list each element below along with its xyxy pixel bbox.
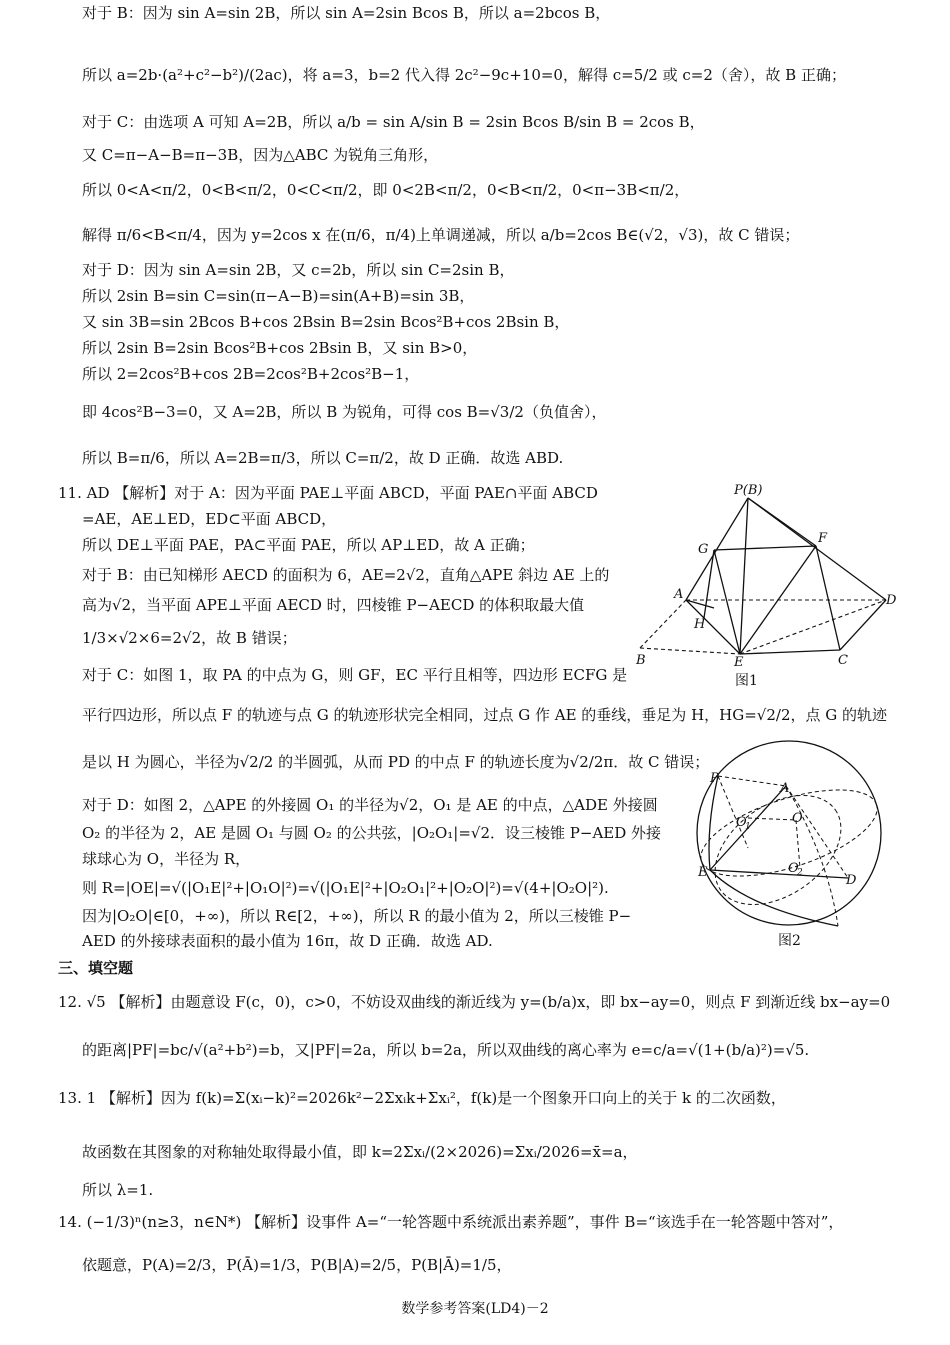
text-line: 对于 D：如图 2，△APE 的外接圆 O₁ 的半径为√2，O₁ 是 AE 的中点，△ADE 外接圆 [82, 796, 658, 814]
text-line: 依题意，P(A)=2/3，P(Ā)=1/3，P(B|A)=2/5，P(B|Ā)=1/5， [82, 1256, 512, 1274]
fig2-label-O2: O [788, 861, 799, 876]
text-line: O₂ 的半径为 2，AE 是圆 O₁ 与圆 O₂ 的公共弦，|O₂O₁|=√2．设三棱锥 P−AED 外接 [82, 824, 662, 842]
text-line: =AE，AE⊥ED，ED⊂平面 ABCD， [82, 510, 337, 528]
text-line: 对于 C：由选项 A 可知 A=2B，所以 a/b = sin A/sin B = 2sin Bcos B/sin B = 2cos B， [82, 113, 705, 131]
fig2-label-O1: O [736, 815, 747, 830]
figure-1-pyramid [630, 478, 900, 688]
text-line: 则 R=|OE|=√(|O₁E|²+|O₁O|²)=√(|O₁E|²+|O₂O₁|²+|O₂O|²)=√(4+|O₂O|²). [82, 879, 609, 897]
section-heading: 三、填空题 [58, 959, 134, 977]
text-line: 所以 λ=1. [82, 1181, 154, 1199]
text-line: 所以 B=π/6，所以 A=2B=π/3，所以 C=π/2，故 D 正确．故选 ABD. [82, 449, 564, 467]
fig2-sub-2: 2 [797, 868, 803, 878]
text-line: 13. 1 【解析】因为 f(k)=Σ(xᵢ−k)²=2026k²−2Σxᵢk+Σxᵢ²，f(k)是一个图象开口向上的关于 k 的二次函数， [58, 1089, 786, 1107]
text-line: 所以 2sin B=2sin Bcos²B+cos 2Bsin B，又 sin B>0， [82, 339, 478, 357]
text-line: 球球心为 O，半径为 R， [82, 850, 251, 868]
text-line: 对于 B：因为 sin A=sin 2B，所以 sin A=2sin Bcos B，所以 a=2bcos B， [82, 4, 611, 22]
text-line: 对于 C：如图 1，取 PA 的中点为 G，则 GF，EC 平行且相等，四边形 ECFG 是 [82, 666, 628, 684]
fig2-label-P: P [710, 771, 719, 786]
fig1-label-G: G [698, 542, 709, 557]
fig1-label-F: F [818, 531, 828, 546]
text-line: 又 C=π−A−B=π−3B，因为△ABC 为锐角三角形， [82, 146, 439, 164]
fig1-label-C: C [838, 653, 848, 668]
text-line: 又 sin 3B=sin 2Bcos B+cos 2Bsin B=2sin Bcos²B+cos 2Bsin B， [82, 313, 570, 331]
text-line: 对于 B：由已知梯形 AECD 的面积为 6，AE=2√2，直角△APE 斜边 AE 上的 [82, 566, 610, 584]
text-line: AED 的外接球表面积的最小值为 16π，故 D 正确．故选 AD. [82, 932, 493, 950]
page-footer: 数学参考答案(LD4)－2 [401, 1301, 549, 1317]
fig2-sub-1: 1 [745, 822, 751, 832]
text-line: 是以 H 为圆心，半径为√2/2 的半圆弧，从而 PD 的中点 F 的轨迹长度为√2/2π．故 C 错误； [82, 753, 710, 771]
text-line: 12. √5 【解析】由题意设 F(c，0)，c>0，不妨设双曲线的渐近线为 y=(b/a)x，即 bx−ay=0，则点 F 到渐近线 bx−ay=0 [58, 993, 891, 1011]
text-line: 高为√2，当平面 APE⊥平面 AECD 时，四棱锥 P−AECD 的体积取最大值 [82, 596, 585, 614]
text-line: 所以 2=2cos²B+cos 2B=2cos²B+2cos²B−1， [82, 365, 420, 383]
fig2-label-A: A [780, 781, 790, 796]
text-line: 14. (−1/3)ⁿ(n≥3，n∈N*) 【解析】设事件 A=“一轮答题中系统派出素养题”，事件 B=“该选手在一轮答题中答对”， [58, 1213, 844, 1231]
figure-1-caption: 图1 [735, 673, 758, 689]
fig2-label-E: E [698, 865, 708, 880]
fig1-label-H: H [694, 617, 706, 632]
text-line: 对于 D：因为 sin A=sin 2B，又 c=2b，所以 sin C=2sin B， [82, 261, 515, 279]
fig1-label-D: D [886, 593, 897, 608]
text-line: 因为|O₂O|∈[0，+∞)，所以 R∈[2，+∞)，所以 R 的最小值为 2，所以三棱锥 P− [82, 907, 632, 925]
text-line: 解得 π/6<B<π/4，因为 y=2cos x 在(π/6，π/4)上单调递减，所以 a/b=2cos B∈(√2，√3)，故 C 错误； [82, 226, 800, 244]
text-line: 1/3×√2×6=2√2，故 B 错误； [82, 629, 297, 647]
fig1-label-E: E [734, 655, 744, 670]
fig2-label-O: O [792, 811, 803, 826]
text-line: 11. AD 【解析】对于 A：因为平面 PAE⊥平面 ABCD，平面 PAE∩平面 ABCD [58, 484, 598, 502]
text-line: 即 4cos²B−3=0，又 A=2B，所以 B 为锐角，可得 cos B=√3/2（负值舍）， [82, 403, 607, 421]
text-line: 所以 2sin B=sin C=sin(π−A−B)=sin(A+B)=sin 3B， [82, 287, 475, 305]
text-line: 故函数在其图象的对称轴处取得最小值，即 k=2Σxᵢ/(2×2026)=Σxᵢ/2026=x̄=a， [82, 1143, 638, 1161]
fig1-label-A: A [674, 587, 684, 602]
fig1-label-B: B [636, 653, 646, 668]
text-line: 平行四边形，所以点 F 的轨迹与点 G 的轨迹形状完全相同，过点 G 作 AE 的垂线，垂足为 H，HG=√2/2，点 G 的轨迹 [82, 706, 888, 724]
figure-2-caption: 图2 [778, 933, 801, 949]
fig2-label-D: D [846, 873, 857, 888]
figure-2-sphere [688, 738, 893, 933]
text-line: 所以 DE⊥平面 PAE，PA⊂平面 PAE，所以 AP⊥ED，故 A 正确； [82, 536, 535, 554]
text-line: 所以 0<A<π/2，0<B<π/2，0<C<π/2，即 0<2B<π/2，0<B<π/2，0<π−3B<π/2， [82, 181, 690, 199]
fig1-label-P: P(B) [734, 483, 763, 498]
text-line: 的距离|PF|=bc/√(a²+b²)=b，又|PF|=2a，所以 b=2a，所以双曲线的离心率为 e=c/a=√(1+(b/a)²)=√5. [82, 1041, 810, 1059]
text-line: 所以 a=2b·(a²+c²−b²)/(2ac)，将 a=3，b=2 代入得 2c²−9c+10=0，解得 c=5/2 或 c=2（舍），故 B 正确； [82, 66, 846, 84]
